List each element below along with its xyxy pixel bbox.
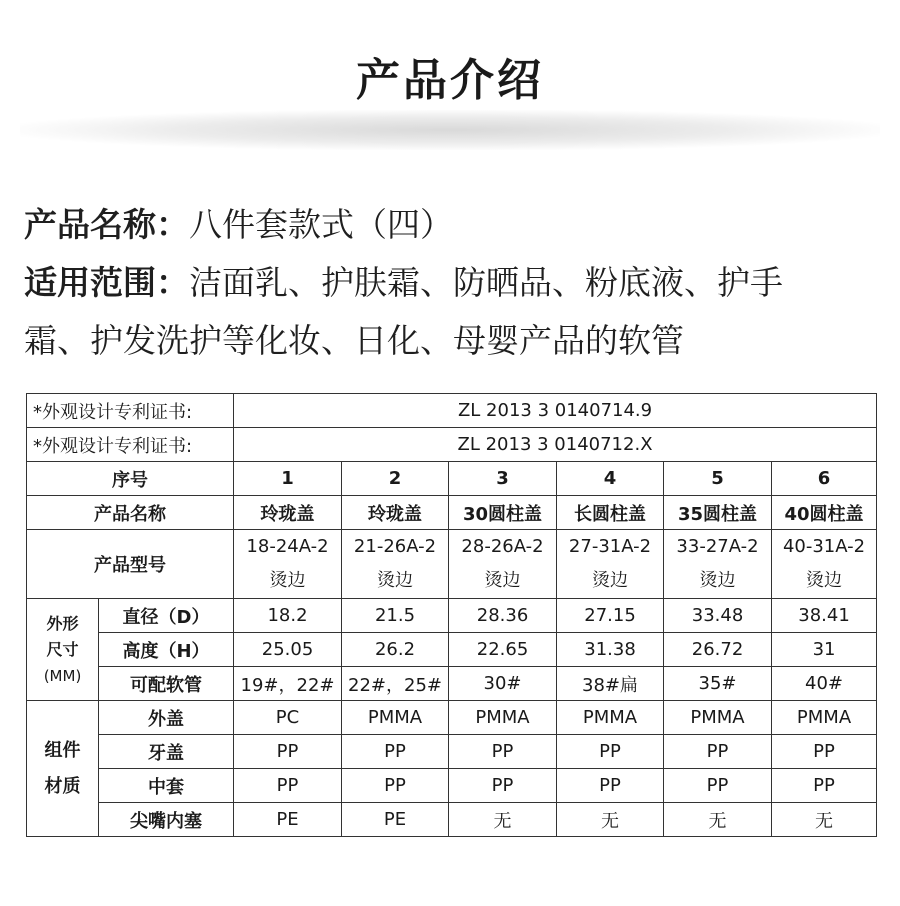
diameter-cell: 21.5 xyxy=(342,599,449,633)
cap-cell: PP xyxy=(449,735,557,769)
usage-label: 适用范围： xyxy=(24,263,189,302)
tube-cell: 35# xyxy=(664,667,772,701)
tube-cell: 30# xyxy=(449,667,557,701)
model-cell xyxy=(234,530,342,599)
height-row xyxy=(27,633,877,667)
model-suffix: 烫边 xyxy=(377,570,414,591)
name-cell: 玲珑盖 xyxy=(234,496,342,530)
model-number: 18-24A-2 xyxy=(246,536,329,557)
tube-cell: 40# xyxy=(772,667,877,701)
sleeve-cell: PP xyxy=(342,769,449,803)
model-number: 21-26A-2 xyxy=(353,536,437,557)
model-number: 28-26A-2 xyxy=(461,536,544,557)
plug-cell: 无 xyxy=(664,803,772,837)
plug-cell: PE xyxy=(342,803,449,837)
outer-cell: PMMA xyxy=(772,701,877,735)
outer-cell: PMMA xyxy=(557,701,664,735)
model-cell xyxy=(449,530,557,599)
diameter-cell: 33.48 xyxy=(664,599,772,633)
model-number: 27-31A-2 xyxy=(568,536,652,557)
model-cell xyxy=(342,530,449,599)
patent-number: ZL 2013 3 0140712.X xyxy=(234,428,877,462)
usage-value-line1: 洁面乳、护肤霜、防晒品、粉底液、护手 xyxy=(189,263,783,302)
usage-line-2 xyxy=(24,316,884,366)
seq-cell: 6 xyxy=(772,462,877,496)
product-name-line xyxy=(24,200,884,250)
seq-cell: 2 xyxy=(342,462,449,496)
sleeve-cell: PP xyxy=(449,769,557,803)
seq-cell: 5 xyxy=(664,462,772,496)
cap-row xyxy=(27,735,877,769)
size-group-line2: 尺寸 xyxy=(46,639,79,659)
seq-row xyxy=(27,462,877,496)
patent-row xyxy=(27,394,877,428)
plug-row xyxy=(27,803,877,837)
outer-cell: PMMA xyxy=(664,701,772,735)
model-row xyxy=(27,530,877,599)
patent-number: ZL 2013 3 0140714.9 xyxy=(234,394,877,428)
patent-row xyxy=(27,428,877,462)
material-group-line1: 组件 xyxy=(44,739,81,761)
cap-header: 牙盖 xyxy=(99,735,234,769)
plug-cell: 无 xyxy=(557,803,664,837)
diameter-cell: 18.2 xyxy=(234,599,342,633)
name-row xyxy=(27,496,877,530)
name-cell: 35圆柱盖 xyxy=(664,496,772,530)
height-header: 高度（H） xyxy=(99,633,234,667)
height-cell: 31.38 xyxy=(557,633,664,667)
tube-cell: 38#扁 xyxy=(557,667,664,701)
seq-cell: 3 xyxy=(449,462,557,496)
name-cell: 长圆柱盖 xyxy=(557,496,664,530)
model-suffix: 烫边 xyxy=(699,570,736,591)
size-group-line1: 外形 xyxy=(46,613,79,633)
model-cell xyxy=(557,530,664,599)
sleeve-header: 中套 xyxy=(99,769,234,803)
sleeve-cell: PP xyxy=(557,769,664,803)
plug-cell: 无 xyxy=(772,803,877,837)
plug-header: 尖嘴内塞 xyxy=(99,803,234,837)
outer-header: 外盖 xyxy=(99,701,234,735)
diameter-cell: 28.36 xyxy=(449,599,557,633)
patent-label: *外观设计专利证书: xyxy=(27,394,234,428)
seq-cell: 4 xyxy=(557,462,664,496)
material-group-line2: 材质 xyxy=(44,775,81,797)
page-title: 产品介绍 xyxy=(356,55,544,106)
height-cell: 31 xyxy=(772,633,877,667)
outer-cell: PC xyxy=(234,701,342,735)
tube-row xyxy=(27,667,877,701)
diameter-row xyxy=(27,599,877,633)
model-suffix: 烫边 xyxy=(484,570,521,591)
model-suffix: 烫边 xyxy=(806,570,843,591)
usage-line xyxy=(24,258,884,308)
size-group-label xyxy=(27,599,99,701)
name-cell: 30圆柱盖 xyxy=(449,496,557,530)
height-cell: 22.65 xyxy=(449,633,557,667)
model-header: 产品型号 xyxy=(27,530,234,599)
height-cell: 25.05 xyxy=(234,633,342,667)
seq-header: 序号 xyxy=(27,462,234,496)
plug-cell: PE xyxy=(234,803,342,837)
height-cell: 26.2 xyxy=(342,633,449,667)
diameter-cell: 38.41 xyxy=(772,599,877,633)
name-cell: 40圆柱盖 xyxy=(772,496,877,530)
title-shadow-divider xyxy=(20,110,880,150)
model-number: 40-31A-2 xyxy=(782,536,866,557)
model-cell xyxy=(664,530,772,599)
cap-cell: PP xyxy=(772,735,877,769)
model-number: 33-27A-2 xyxy=(676,536,759,557)
name-header: 产品名称 xyxy=(27,496,234,530)
name-cell: 玲珑盖 xyxy=(342,496,449,530)
sleeve-cell: PP xyxy=(234,769,342,803)
cap-cell: PP xyxy=(234,735,342,769)
outer-cell: PMMA xyxy=(342,701,449,735)
diameter-header: 直径（D） xyxy=(99,599,234,633)
sleeve-cell: PP xyxy=(772,769,877,803)
product-name-label: 产品名称： xyxy=(24,205,189,244)
spec-table xyxy=(26,393,877,837)
tube-header: 可配软管 xyxy=(99,667,234,701)
patent-label: *外观设计专利证书: xyxy=(27,428,234,462)
seq-cell: 1 xyxy=(234,462,342,496)
cap-cell: PP xyxy=(664,735,772,769)
diameter-cell: 27.15 xyxy=(557,599,664,633)
height-cell: 26.72 xyxy=(664,633,772,667)
cap-cell: PP xyxy=(342,735,449,769)
product-name-value: 八件套款式（四） xyxy=(189,205,453,244)
model-cell xyxy=(772,530,877,599)
tube-cell: 19#，22# xyxy=(234,667,342,701)
cap-cell: PP xyxy=(557,735,664,769)
material-group-label xyxy=(27,701,99,837)
plug-cell: 无 xyxy=(449,803,557,837)
outer-cell: PMMA xyxy=(449,701,557,735)
size-group-unit: (MM) xyxy=(43,666,82,685)
usage-value-line2: 霜、护发洗护等化妆、日化、母婴产品的软管 xyxy=(24,321,684,360)
model-suffix: 烫边 xyxy=(592,570,629,591)
tube-cell: 22#，25# xyxy=(342,667,449,701)
sleeve-cell: PP xyxy=(664,769,772,803)
model-suffix: 烫边 xyxy=(269,570,306,591)
sleeve-row xyxy=(27,769,877,803)
outer-row xyxy=(27,701,877,735)
